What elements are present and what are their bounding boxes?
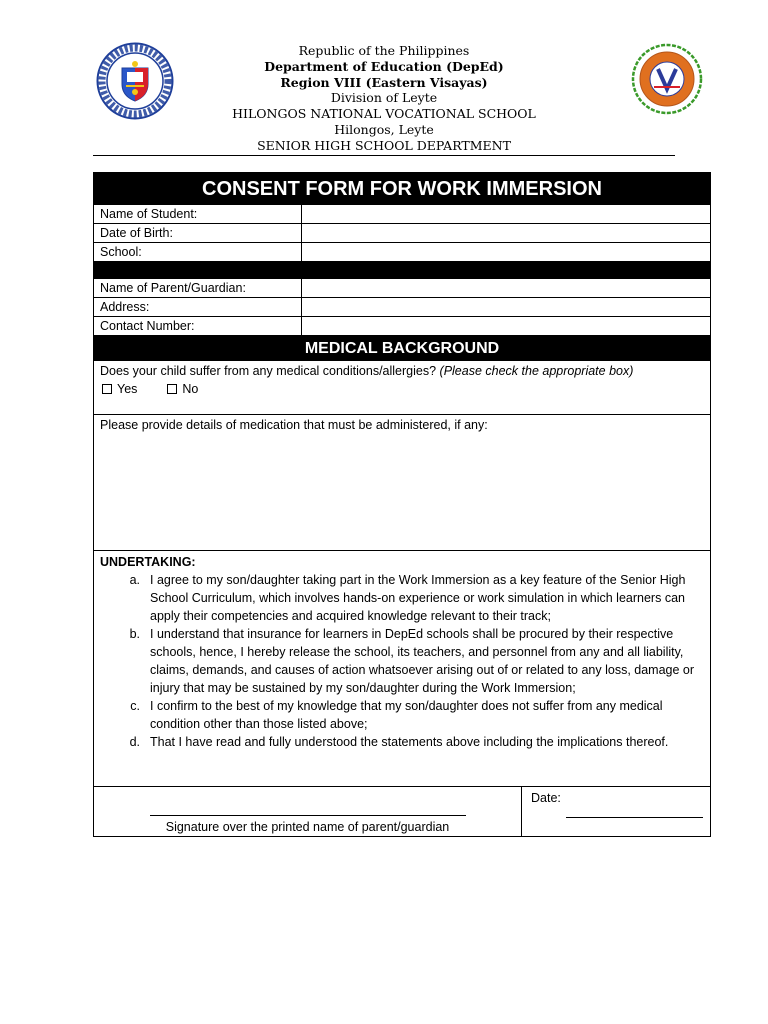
date-line (566, 817, 703, 818)
student-name-row (94, 204, 710, 223)
undertaking-section (94, 550, 710, 786)
undertaking-item (100, 625, 704, 697)
signature-label: Signature over the printed name of parent/guardian (165, 820, 450, 834)
no-option[interactable] (165, 380, 198, 398)
undertaking-item-text: That I have read and fully understood the statements above including the implications thereof. (150, 735, 669, 749)
yes-option[interactable] (100, 380, 137, 398)
date-cell[interactable] (522, 787, 710, 836)
signature-cell[interactable] (94, 787, 522, 836)
no-label: No (182, 382, 199, 396)
medical-question-box (94, 360, 710, 414)
contact-number-field[interactable] (302, 317, 710, 335)
medication-details-box[interactable] (94, 414, 710, 550)
undertaking-item-letter: a. (129, 573, 140, 587)
address-field[interactable] (302, 298, 710, 316)
medical-background-title: MEDICAL BACKGROUND (94, 335, 710, 360)
date-of-birth-row (94, 223, 710, 242)
undertaking-item-text: I agree to my son/daughter taking part in the Work Immersion as a key feature of the Senior High School Curriculum, which involves hands-on experience or work simulation in which learners can apply their competencies and acquired knowledge relevant to their track; (150, 573, 686, 623)
undertaking-item-text: I understand that insurance for learners in DepEd schools shall be procured by their respective schools, hence, I hereby release the school, its teachers, and personnel from any and all liability, claims, demands, and causes of action whatsoever arising out of or related to any loss, damage or injury that may be sustained by my son/daughter during the Work Immersion; (150, 627, 695, 695)
school-label: School: (94, 243, 302, 261)
medical-question-note: (Please check the appropriate box) (439, 364, 634, 378)
deped-seal-logo (96, 42, 174, 120)
yes-label: Yes (117, 382, 138, 396)
medical-question (100, 362, 704, 380)
letterhead-divider (93, 155, 675, 156)
undertaking-item-letter: c. (130, 699, 140, 713)
letterhead-location: Hilongos, Leyte (334, 121, 434, 137)
school-row (94, 242, 710, 261)
signature-row (94, 786, 710, 836)
medication-prompt: Please provide details of medication that must be administered, if any: (100, 418, 488, 432)
medical-question-text: Does your child suffer from any medical conditions/allergies? (100, 364, 437, 378)
date-label: Date: (531, 791, 561, 805)
student-name-label: Name of Student: (94, 205, 302, 223)
student-name-field[interactable] (302, 205, 710, 223)
section-separator-bar (94, 261, 710, 278)
form-title: CONSENT FORM FOR WORK IMMERSION (94, 173, 710, 204)
letterhead-republic: Republic of the Philippines (298, 43, 470, 58)
undertaking-item-letter: b. (129, 627, 140, 641)
yes-checkbox[interactable] (102, 384, 112, 394)
parent-name-row (94, 278, 710, 297)
letterhead-shs-department: SENIOR HIGH SCHOOL DEPARTMENT (257, 137, 511, 153)
consent-form-table (93, 172, 711, 837)
date-of-birth-field[interactable] (302, 224, 710, 242)
undertaking-item-letter: d. (129, 735, 140, 749)
parent-name-field[interactable] (302, 279, 710, 297)
undertaking-item (100, 697, 704, 733)
school-seal-logo (627, 43, 707, 115)
address-row (94, 297, 710, 316)
letterhead-department: Department of Education (DepEd) (264, 58, 504, 74)
date-of-birth-label: Date of Birth: (94, 224, 302, 242)
medical-choices (100, 380, 704, 398)
letterhead-region: Region VIII (Eastern Visayas) (280, 74, 488, 90)
letterhead (184, 43, 584, 154)
undertaking-item-text: I confirm to the best of my knowledge that my son/daughter does not suffer from any medical condition other than those listed above; (150, 699, 663, 731)
no-checkbox[interactable] (167, 384, 177, 394)
signature-line (150, 815, 466, 816)
contact-number-row (94, 316, 710, 335)
undertaking-item (100, 571, 704, 625)
letterhead-school: HILONGOS NATIONAL VOCATIONAL SCHOOL (232, 106, 536, 122)
undertaking-heading: UNDERTAKING: (100, 555, 196, 569)
school-field[interactable] (302, 243, 710, 261)
undertaking-item (100, 733, 704, 751)
contact-number-label: Contact Number: (94, 317, 302, 335)
address-label: Address: (94, 298, 302, 316)
parent-name-label: Name of Parent/Guardian: (94, 279, 302, 297)
letterhead-division: Division of Leyte (330, 90, 438, 106)
